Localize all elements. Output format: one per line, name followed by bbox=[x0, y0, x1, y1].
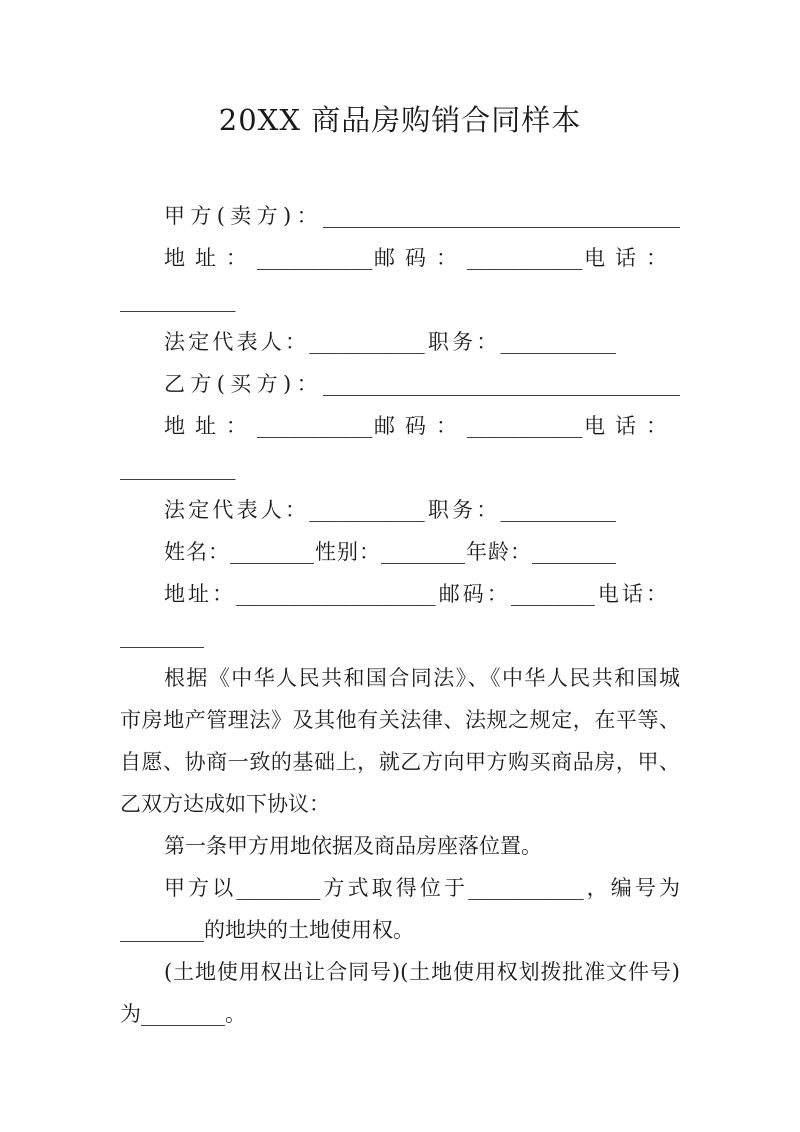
article-one-line-4: 为________。 bbox=[120, 1002, 246, 1026]
buyer-address-line: 地 址 ： ___________邮 码 ： ___________电 话 ： bbox=[164, 414, 667, 438]
preamble-line-2: 市房地产管理法》及其他有关法律、法规之规定，在平等、 bbox=[120, 708, 680, 732]
article-one-line-2: ________的地块的土地使用权。 bbox=[120, 918, 414, 942]
seller-party-line: 甲方(卖方)：__________________________________ bbox=[164, 204, 680, 228]
buyer-representative-line: 法定代表人：___________职务：___________ bbox=[164, 498, 616, 522]
buyer-contact-line: 地址：___________________邮码：________电话： bbox=[164, 582, 667, 606]
seller-address-line: 地 址 ： ___________邮 码 ： ___________电 话 ： bbox=[164, 246, 667, 270]
document-title: 20XX 商品房购销合同样本 bbox=[218, 103, 582, 137]
seller-representative-line: 法定代表人：___________职务：___________ bbox=[164, 330, 616, 354]
preamble-line-4: 乙双方达成如下协议： bbox=[120, 792, 330, 816]
buyer-phone-blank-2: ________ bbox=[120, 624, 204, 648]
article-one-line-1: 甲方以________方式取得位于___________，编号为 bbox=[164, 876, 680, 900]
seller-phone-blank: ___________ bbox=[120, 288, 236, 312]
buyer-party-line: 乙方(买方)：__________________________________ bbox=[164, 372, 680, 396]
buyer-personal-info-line: 姓名：________性别：________年龄：________ bbox=[164, 540, 616, 564]
article-one-line-3: (土地使用权出让合同号)(土地使用权划拨批准文件号) bbox=[164, 960, 680, 984]
preamble-line-1: 根据《中华人民共和国合同法》、《中华人民共和国城 bbox=[164, 666, 680, 690]
buyer-phone-blank: ___________ bbox=[120, 456, 236, 480]
article-one-heading: 第一条甲方用地依据及商品房座落位置。 bbox=[164, 834, 542, 858]
preamble-line-3: 自愿、协商一致的基础上，就乙方向甲方购买商品房，甲、 bbox=[120, 750, 680, 774]
